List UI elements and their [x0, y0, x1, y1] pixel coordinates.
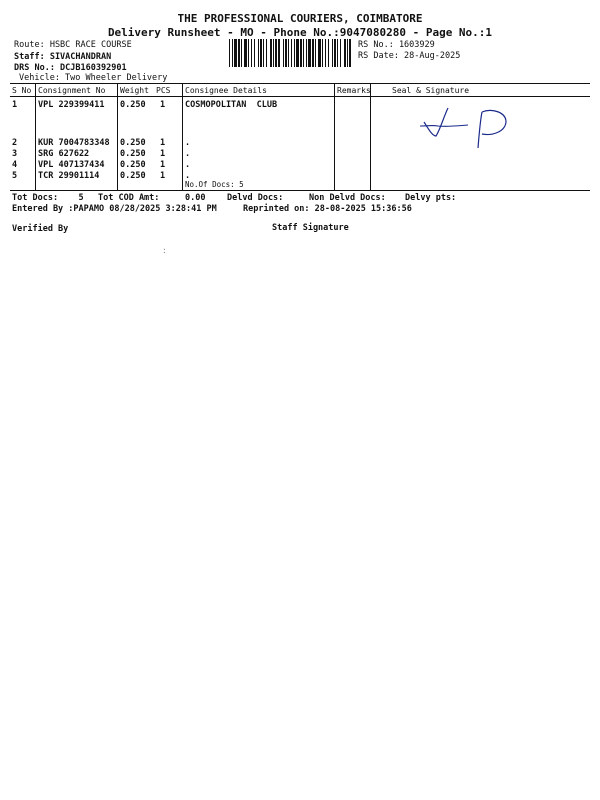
company-title: THE PROFESSIONAL COURIERS, COIMBATORE — [177, 12, 423, 25]
route-text: Route: HSBC RACE COURSE — [14, 40, 132, 50]
rs-date: RS Date: 28-Aug-2025 — [358, 51, 461, 61]
table-top-border — [10, 83, 590, 84]
column-divider — [182, 83, 183, 190]
column-divider — [35, 83, 36, 190]
row-consignment-no: TCR 29901114 — [38, 171, 100, 181]
no-of-docs: No.Of Docs: 5 — [185, 180, 244, 189]
drs-number: DRS No.: DCJB160392901 — [14, 63, 127, 73]
row-weight: 0.250 — [120, 100, 146, 110]
staff-text: Staff: SIVACHANDRAN — [14, 52, 112, 62]
row-pcs: 1 — [160, 138, 166, 148]
reprinted-on: Reprinted on: 28-08-2025 15:36:56 — [243, 204, 412, 214]
vehicle-text: Vehicle: Two Wheeler Delivery — [19, 73, 168, 83]
row-consignment-no: VPL 407137434 — [38, 160, 105, 170]
rs-number: RS No.: 1603929 — [358, 40, 435, 50]
header-consignment: Consignment No — [38, 86, 106, 95]
row-pcs: 1 — [160, 171, 166, 181]
row-sno: 3 — [12, 149, 18, 159]
row-consignee: . — [185, 171, 191, 181]
tot-cod-amount: Tot COD Amt: 0.00 — [98, 193, 206, 203]
row-sno: 4 — [12, 160, 18, 170]
header-weight: Weight — [120, 86, 149, 95]
handwritten-signature — [416, 104, 516, 150]
entered-by: Entered By :PAPAMO 08/28/2025 3:28:41 PM — [12, 204, 217, 214]
barcode — [228, 39, 352, 67]
table-bottom-border — [10, 190, 590, 191]
table-header-border — [10, 96, 590, 97]
header-remarks: Remarks — [337, 86, 371, 95]
row-consignee: COSMOPOLITAN CLUB — [185, 100, 278, 110]
row-consignee: . — [185, 149, 191, 159]
row-consignee: . — [185, 138, 191, 148]
row-pcs: 1 — [160, 160, 166, 170]
row-sno: 1 — [12, 100, 18, 110]
row-consignment-no: SRG 627622 — [38, 149, 90, 159]
stray-mark: ː — [162, 246, 167, 255]
row-weight: 0.250 — [120, 138, 146, 148]
row-consignee: . — [185, 160, 191, 170]
row-consignment-no: KUR 7004783348 — [38, 138, 110, 148]
header-seal-signature: Seal & Signature — [392, 86, 470, 95]
column-divider — [334, 83, 335, 190]
row-weight: 0.250 — [120, 171, 146, 181]
delvd-docs: Delvd Docs: — [227, 193, 284, 203]
row-weight: 0.250 — [120, 160, 146, 170]
header-sno: S No — [12, 86, 32, 95]
non-delvd-docs: Non Delvd Docs: — [309, 193, 386, 203]
row-pcs: 1 — [160, 149, 166, 159]
runsheet-title: Delivery Runsheet - MO - Phone No.:9047080280 - Page No.:1 — [107, 26, 493, 39]
header-consignee: Consignee Details — [185, 86, 267, 95]
column-divider — [117, 83, 118, 190]
row-sno: 5 — [12, 171, 18, 181]
row-weight: 0.250 — [120, 149, 146, 159]
row-sno: 2 — [12, 138, 18, 148]
row-consignment-no: VPL 229399411 — [38, 100, 105, 110]
verified-by-label: Verified By — [12, 224, 69, 234]
tot-docs: Tot Docs: 5 — [12, 193, 84, 203]
delvy-pts: Delvy pts: — [405, 193, 457, 203]
column-divider — [370, 83, 371, 190]
row-pcs: 1 — [160, 100, 166, 110]
staff-signature-label: Staff Signature — [272, 223, 349, 233]
header-pcs: PCS — [156, 86, 171, 95]
